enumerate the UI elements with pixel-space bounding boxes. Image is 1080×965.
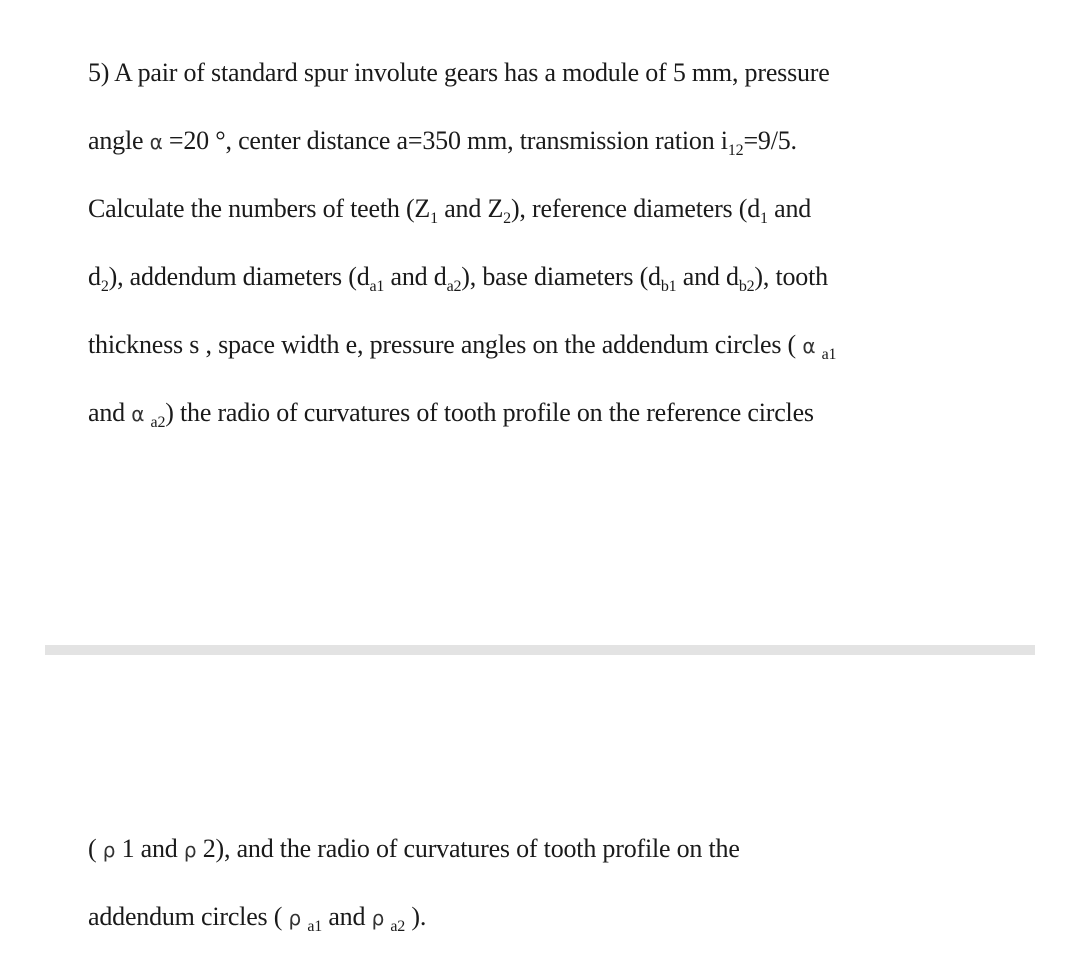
page-divider [45, 645, 1035, 655]
text-segment: ), tooth [754, 262, 828, 291]
text-segment: angle [88, 126, 150, 155]
degree-symbol: ° [215, 126, 226, 155]
rho-symbol: ρ [371, 906, 385, 930]
subscript: b2 [738, 278, 755, 295]
text-segment: and [88, 398, 132, 427]
rho-symbol: ρ [102, 838, 116, 862]
subscript: b1 [660, 278, 677, 295]
question-line-4 [88, 262, 828, 295]
rho-symbol: ρ [183, 838, 197, 862]
text-segment: and [322, 902, 372, 931]
alpha-symbol: α [149, 130, 163, 154]
question-line-6 [88, 398, 814, 431]
text-segment: ), addendum diameters (d [108, 262, 370, 291]
subscript: 2 [503, 210, 511, 227]
question-text: 5) A pair of standard spur involute gears has a module of 5 mm, pressure [88, 58, 830, 87]
text-segment: and d [384, 262, 447, 291]
question-line-1 [88, 60, 830, 86]
text-segment: 2), and the radio of curvatures of tooth profile on the [196, 834, 740, 863]
alpha-symbol: α [802, 334, 816, 358]
continuation-line-1 [88, 836, 740, 862]
subscript: 12 [727, 142, 744, 159]
subscript: a1 [369, 278, 385, 295]
question-line-3 [88, 194, 812, 227]
text-segment: and d [676, 262, 739, 291]
continuation-line-2 [88, 902, 427, 935]
subscript: 2 [100, 278, 109, 295]
text-segment: , center distance a=350 mm, transmission ration i [225, 126, 728, 155]
text-segment: ), base diameters (d [461, 262, 661, 291]
text-segment: ( [88, 834, 103, 863]
subscript: a1 [307, 918, 323, 935]
alpha-symbol: α [131, 402, 145, 426]
text-segment: =20 [162, 126, 216, 155]
text-segment: ) the radio of curvatures of tooth profile on the reference circles [165, 398, 814, 427]
subscript: a2 [150, 414, 166, 431]
text-segment: addendum circles ( [88, 902, 289, 931]
subscript: 1 [430, 210, 438, 227]
text-segment: and Z [437, 194, 504, 223]
subscript: a2 [390, 918, 406, 935]
subscript: 1 [760, 210, 768, 227]
rho-symbol: ρ [288, 906, 302, 930]
text-segment: =9/5. [743, 126, 797, 155]
subscript: a2 [446, 278, 462, 295]
text-segment: d [88, 262, 101, 291]
text-segment: 1 and [115, 834, 184, 863]
text-segment: and [767, 194, 812, 223]
question-line-5 [88, 330, 837, 363]
question-line-2 [88, 126, 797, 159]
text-segment: ). [405, 902, 427, 931]
text-segment: Calculate the numbers of teeth (Z [88, 194, 431, 223]
subscript: a1 [821, 346, 837, 363]
text-segment: thickness s , space width e, pressure angles on the addendum circles ( [88, 330, 803, 359]
text-segment: ), reference diameters (d [510, 194, 761, 223]
